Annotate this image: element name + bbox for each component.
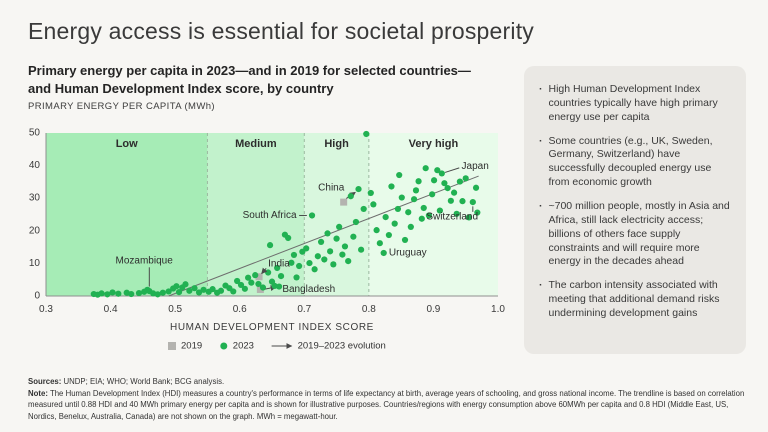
data-point-2023 bbox=[423, 165, 429, 171]
bullet-marker-icon: · bbox=[539, 134, 543, 147]
data-point-2023 bbox=[342, 243, 348, 249]
data-point-2023 bbox=[336, 224, 342, 230]
data-point-2023 bbox=[330, 261, 336, 267]
y-axis-title: PRIMARY ENERGY PER CAPITA (MWh) bbox=[28, 101, 215, 112]
data-point-2023 bbox=[160, 290, 166, 296]
country-label-china: China bbox=[318, 182, 345, 194]
data-point-2023 bbox=[345, 258, 351, 264]
x-axis-title: HUMAN DEVELOPMENT INDEX SCORE bbox=[170, 322, 374, 333]
note-text: The Human Development Index (HDI) measures a country's performance in terms of life expectancy at birth, average years of schooling, and gross national income. The trendline is based on correlation measured until 0.88 HDI and 40 MWh primary energy per capita and is shown for illustrative purposes. Countries/regions with energy consumption above 60MWh per capita and 0.8 HDI (Middle East, US, Nordics, Benelux, Australia, Canada) are not shown on the graph. MWh = megawatt-hour. bbox=[28, 388, 745, 422]
bullet-marker-icon: · bbox=[539, 83, 543, 95]
data-point-2023 bbox=[321, 256, 327, 262]
data-point-2023 bbox=[473, 185, 479, 191]
data-point-2023 bbox=[445, 185, 451, 191]
chart-subtitle-line2: and Human Development Index score, by country bbox=[28, 80, 334, 96]
x-tick-label: 0.8 bbox=[361, 304, 376, 315]
y-tick-label: 0 bbox=[34, 290, 40, 302]
data-point-2023 bbox=[348, 193, 354, 199]
data-point-2023 bbox=[405, 209, 411, 215]
bullet-text: The carbon intensity associated with meeting that additional demand risks undermining development gains bbox=[548, 279, 720, 320]
data-point-2023 bbox=[374, 227, 380, 233]
data-point-2023 bbox=[252, 272, 258, 278]
country-label-bangladesh: Bangladesh bbox=[282, 283, 336, 295]
data-point-2023 bbox=[98, 290, 104, 296]
y-tick-label: 20 bbox=[28, 225, 40, 237]
data-point-2023 bbox=[419, 216, 425, 222]
data-point-2023 bbox=[421, 205, 427, 211]
bullet-marker-icon: · bbox=[539, 200, 543, 213]
country-label-japan: Japan bbox=[461, 161, 489, 173]
page-title: Energy access is essential for societal prosperity bbox=[28, 18, 534, 44]
legend-2019-square-icon bbox=[168, 342, 176, 350]
zone-label: Low bbox=[115, 138, 138, 150]
x-tick-label: 0.5 bbox=[168, 304, 183, 315]
chart-subtitle bbox=[28, 62, 471, 98]
data-point-2023 bbox=[377, 240, 383, 246]
data-point-2023 bbox=[303, 245, 309, 251]
data-point-2023 bbox=[339, 251, 345, 257]
scatter-chart bbox=[18, 116, 528, 371]
data-point-2023 bbox=[448, 198, 454, 204]
note-label: Note: bbox=[28, 388, 48, 398]
data-point-2023 bbox=[363, 131, 369, 137]
data-point-2023 bbox=[457, 178, 463, 184]
y-tick-label: 30 bbox=[28, 192, 40, 204]
data-point-2023 bbox=[265, 269, 271, 275]
data-point-2023 bbox=[191, 285, 197, 291]
legend-label: 2019 bbox=[181, 340, 203, 352]
data-point-2023 bbox=[115, 291, 121, 297]
country-label-switzerland: Switzerland bbox=[426, 211, 479, 223]
sidebar-bullet-3 bbox=[539, 200, 731, 269]
data-point-2023 bbox=[285, 235, 291, 241]
footnotes bbox=[28, 376, 755, 423]
country-label-india: India bbox=[268, 258, 290, 270]
data-point-2023 bbox=[411, 196, 417, 202]
data-point-2023 bbox=[408, 224, 414, 230]
country-label-south-africa: South Africa bbox=[242, 209, 297, 221]
note-line bbox=[28, 388, 755, 423]
data-point-2023 bbox=[383, 214, 389, 220]
data-point-2023 bbox=[128, 291, 134, 297]
data-point-2023 bbox=[402, 237, 408, 243]
data-point-2023 bbox=[327, 248, 333, 254]
data-point-2023 bbox=[439, 170, 445, 176]
data-point-2023 bbox=[182, 281, 188, 287]
zone-low bbox=[46, 133, 207, 296]
legend-label: 2023 bbox=[232, 340, 254, 352]
data-point-2023 bbox=[451, 190, 457, 196]
x-tick-label: 0.4 bbox=[103, 304, 118, 315]
legend-2023-dot-icon bbox=[220, 343, 227, 350]
data-point-2023 bbox=[278, 273, 284, 279]
data-point-2023 bbox=[358, 247, 364, 253]
sidebar-bullet-1 bbox=[539, 83, 731, 125]
data-point-2023 bbox=[291, 252, 297, 258]
data-point-2023 bbox=[312, 266, 318, 272]
data-point-2023 bbox=[368, 190, 374, 196]
data-point-2023 bbox=[370, 201, 376, 207]
data-point-2023 bbox=[324, 230, 330, 236]
x-tick-label: 0.7 bbox=[297, 304, 312, 315]
data-point-2023 bbox=[248, 280, 254, 286]
data-point-2023 bbox=[136, 290, 142, 296]
zone-label: Very high bbox=[408, 138, 459, 150]
data-point-2023 bbox=[230, 288, 236, 294]
bullet-text: High Human Development Index countries typically have high primary energy use per capita bbox=[548, 83, 718, 123]
data-point-2023 bbox=[399, 194, 405, 200]
data-point-2023 bbox=[381, 250, 387, 256]
sidebar-bullet-4 bbox=[539, 279, 731, 321]
data-point-2023 bbox=[395, 206, 401, 212]
data-point-2019-china bbox=[340, 199, 347, 206]
bullet-text: ~700 million people, mostly in Asia and Africa, still lack electricity access; billions of others face supply constraints and will require more energy in the decades ahead bbox=[548, 200, 730, 268]
sources-text: UNDP; EIA; WHO; World Bank; BCG analysis. bbox=[61, 377, 225, 386]
data-point-2023 bbox=[459, 198, 465, 204]
data-point-2023 bbox=[218, 288, 224, 294]
data-point-2023 bbox=[386, 232, 392, 238]
bullet-text: Some countries (e.g., UK, Sweden, Germany, Switzerland) have successfully decoupled energy use from economic growth bbox=[548, 134, 713, 189]
x-tick-label: 1.0 bbox=[491, 304, 505, 315]
y-tick-label: 50 bbox=[28, 127, 40, 139]
data-point-2023 bbox=[242, 286, 248, 292]
data-point-2023 bbox=[355, 186, 361, 192]
data-point-2023 bbox=[431, 177, 437, 183]
x-tick-label: 0.6 bbox=[232, 304, 247, 315]
sources-label: Sources: bbox=[28, 377, 62, 386]
sidebar-bullet-2 bbox=[539, 135, 731, 190]
data-point-2023 bbox=[353, 219, 359, 225]
zone-label: High bbox=[324, 138, 349, 150]
data-point-2023 bbox=[109, 289, 115, 295]
data-point-2023 bbox=[267, 242, 273, 248]
country-label-uruguay: Uruguay bbox=[388, 247, 427, 259]
data-point-2023 bbox=[463, 175, 469, 181]
data-point-2023 bbox=[470, 199, 476, 205]
country-label-mozambique: Mozambique bbox=[115, 255, 173, 267]
data-point-2023 bbox=[333, 236, 339, 242]
y-tick-label: 40 bbox=[28, 160, 40, 172]
chart-subtitle-line1: Primary energy per capita in 2023—and in 2019 for selected countries— bbox=[28, 63, 471, 78]
sidebar-bullets bbox=[539, 83, 731, 321]
data-point-2023 bbox=[276, 283, 282, 289]
zone-label: Medium bbox=[235, 138, 277, 150]
data-point-2023 bbox=[396, 172, 402, 178]
data-point-2023 bbox=[293, 274, 299, 280]
data-point-2023 bbox=[173, 283, 179, 289]
data-point-2023 bbox=[429, 191, 435, 197]
key-insights-panel bbox=[524, 66, 746, 354]
data-point-2023 bbox=[296, 263, 302, 269]
data-point-2023 bbox=[388, 183, 394, 189]
sources-line bbox=[28, 376, 755, 388]
data-point-2023 bbox=[392, 221, 398, 227]
bullet-marker-icon: · bbox=[539, 279, 543, 292]
y-tick-label: 10 bbox=[28, 257, 40, 269]
data-point-2023 bbox=[315, 253, 321, 259]
data-point-2023 bbox=[415, 178, 421, 184]
data-point-2023 bbox=[318, 239, 324, 245]
data-point-2023 bbox=[260, 284, 266, 290]
data-point-2023 bbox=[350, 234, 356, 240]
data-point-2023 bbox=[306, 260, 312, 266]
data-point-2023 bbox=[361, 206, 367, 212]
legend-label: 2019–2023 evolution bbox=[297, 340, 386, 352]
x-tick-label: 0.3 bbox=[39, 304, 53, 315]
data-point-2023 bbox=[413, 187, 419, 193]
x-tick-label: 0.9 bbox=[426, 304, 441, 315]
data-point-2023 bbox=[309, 212, 315, 218]
